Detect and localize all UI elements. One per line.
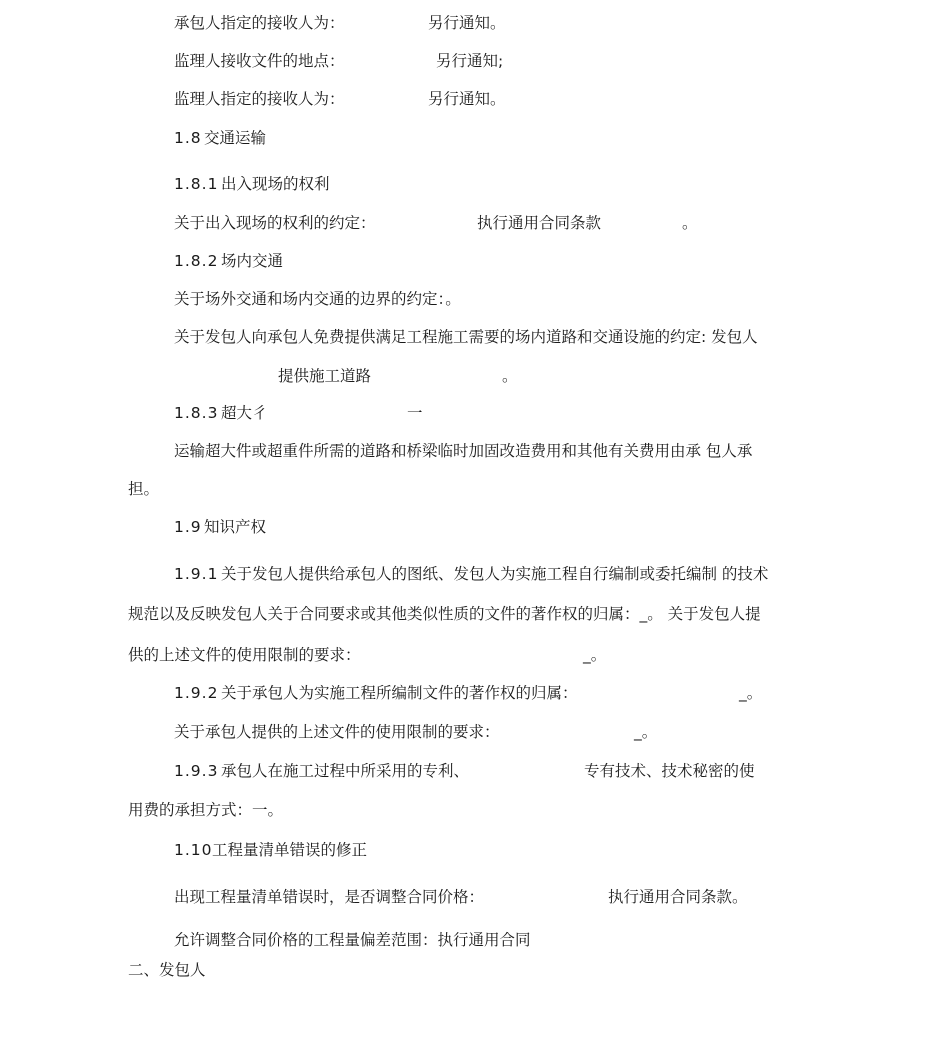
- clause-number: 1.9.1: [174, 565, 219, 583]
- heading-number: 1.8.2: [174, 252, 219, 270]
- heading-title: 场内交通: [221, 252, 284, 270]
- supervisor-address-value: 另行通知;: [436, 52, 504, 70]
- blank-field: _。: [583, 646, 607, 664]
- supervisor-address-label: 监理人接收文件的地点：: [174, 52, 345, 70]
- heading-title: 交通运输: [204, 129, 267, 147]
- quantity-deviation-text: 允许调整合同价格的工程量偏差范围：执行通用合同: [174, 931, 531, 949]
- heading-number: 1.10: [174, 841, 213, 859]
- bill-error-value: 执行通用合同条款。: [608, 888, 748, 906]
- clause-text: 供的上述文件的使用限制的要求：: [128, 646, 361, 664]
- supervisor-receiver-label: 监理人指定的接收人为：: [174, 90, 345, 108]
- receiver-label: 承包人指定的接收人为：: [174, 14, 345, 32]
- clause-text: 用费的承担方式：一。: [128, 801, 284, 819]
- blank-field: _。: [634, 723, 658, 741]
- contractor-docs-limit-text: 关于承包人提供的上述文件的使用限制的要求：: [174, 723, 500, 741]
- clause-text: 关于承包人为实施工程所编制文件的著作权的归属：: [221, 684, 578, 702]
- clause-number: 1.9.2: [174, 684, 219, 702]
- oversize-cost-text: 运输超大件或超重件所需的道路和桥梁临时加固改造费用和其他有关费用由承 包人承: [174, 442, 753, 460]
- heading-dash: 一: [407, 404, 423, 422]
- heading-number: 1.8: [174, 129, 202, 147]
- free-roads-text: 关于发包人向承包人免费提供满足工程施工需要的场内道路和交通设施的约定: 发包人: [174, 328, 758, 346]
- site-access-value: 执行通用合同条款: [477, 214, 602, 232]
- heading-number: 1.8.1: [174, 175, 219, 193]
- clause-text: 关于发包人提供给承包人的图纸、发包人为实施工程自行编制或委托编制 的技术: [221, 565, 769, 583]
- oversize-cost-text-end: 担。: [128, 480, 160, 498]
- heading-number: 1.8.3: [174, 404, 219, 422]
- heading-number: 1.9: [174, 518, 202, 536]
- free-roads-end: 。: [502, 367, 518, 385]
- clause-text: 承包人在施工过程中所采用的专利、: [221, 762, 470, 780]
- heading-title: 出入现场的权利: [221, 175, 330, 193]
- site-access-label: 关于出入现场的权利的约定：: [174, 214, 376, 232]
- clause-number: 1.9.3: [174, 762, 219, 780]
- heading-title: 知识产权: [204, 518, 267, 536]
- clause-text: 规范以及反映发包人关于合同要求或其他类似性质的文件的著作权的归属：_。 关于发包人提: [128, 605, 761, 623]
- supervisor-receiver-value: 另行通知。: [428, 90, 506, 108]
- section-title: 二、发包人: [128, 961, 206, 979]
- heading-title: 工程量清单错误的修正: [212, 841, 368, 859]
- free-roads-value: 提供施工道路: [278, 367, 372, 385]
- site-access-end: 。: [682, 214, 698, 232]
- traffic-boundary-text: 关于场外交通和场内交通的边界的约定：。: [174, 290, 461, 308]
- clause-text-continued: 专有技术、技术秘密的使: [584, 762, 755, 780]
- heading-title: 超大彳: [221, 404, 268, 422]
- blank-field: _。: [739, 684, 763, 702]
- bill-error-label: 出现工程量清单错误时，是否调整合同价格：: [174, 888, 485, 906]
- receiver-value: 另行通知。: [428, 14, 506, 32]
